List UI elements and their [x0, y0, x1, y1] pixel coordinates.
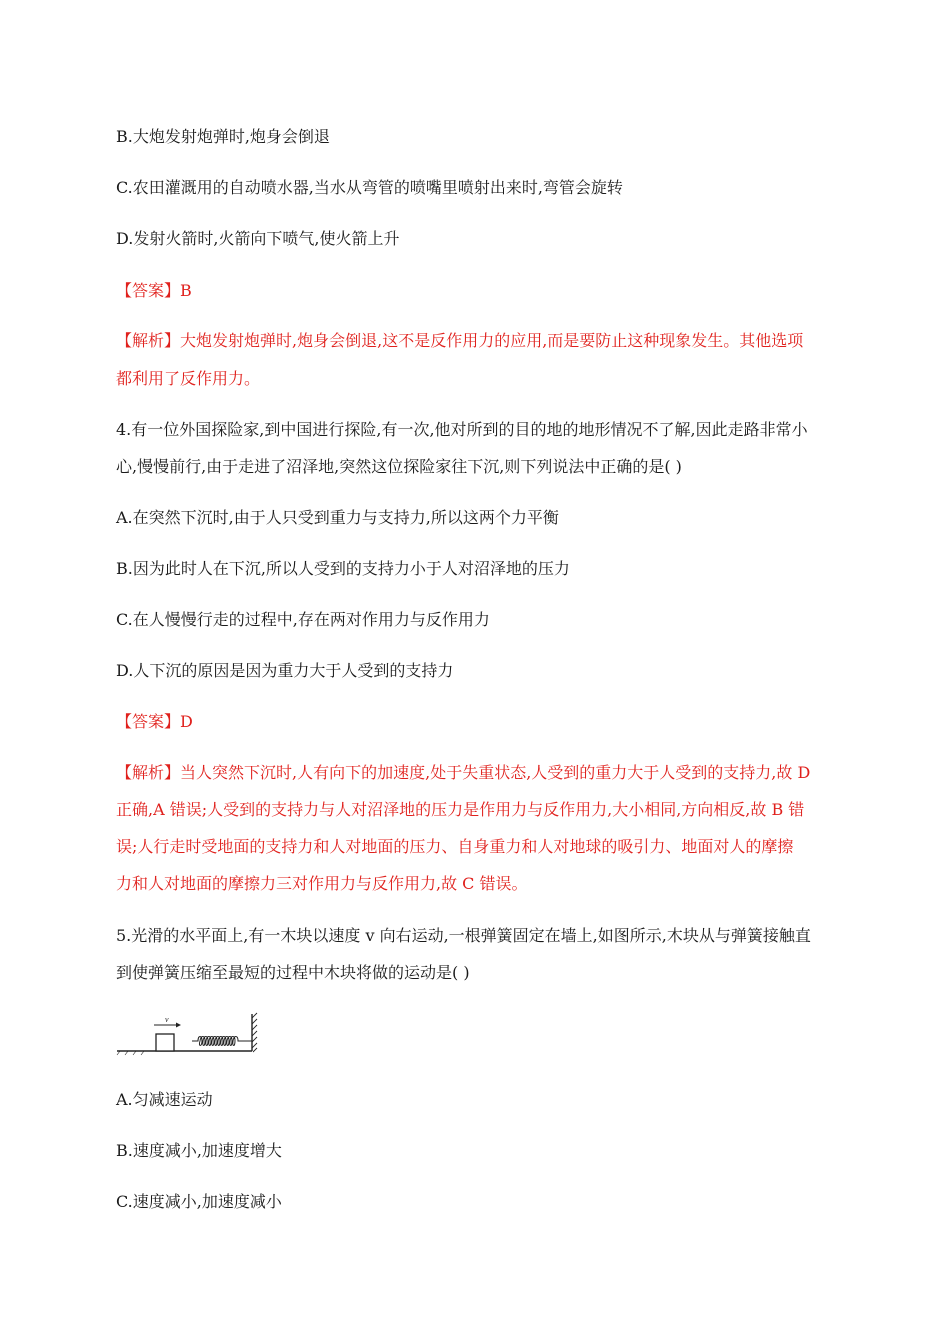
q4-stem-line-1: 4.有一位外国探险家,到中国进行探险,有一次,他对所到的目的地的地形情况不了解,因此走路非常小	[116, 420, 808, 439]
velocity-arrowhead	[176, 1023, 181, 1028]
q4-option-c: C.在人慢慢行走的过程中,存在两对作用力与反作用力	[116, 610, 490, 629]
answer-label: 【答案】	[116, 712, 181, 731]
q4-option-b: B.因为此时人在下沉,所以人受到的支持力小于人对沼泽地的压力	[116, 559, 570, 578]
analysis-text: 大炮发射炮弹时,炮身会倒退,这不是反作用力的应用,而是要防止这种现象发生。其他选项	[180, 331, 804, 350]
wall-hatching	[252, 1013, 257, 1052]
q3-option-d: D.发射火箭时,火箭向下喷气,使火箭上升	[116, 229, 400, 248]
q4-analysis-line-2: 正确,A 错误;人受到的支持力与人对沼泽地的压力是作用力与反作用力,大小相同,方向相反,故 B 错	[116, 800, 805, 819]
velocity-label: v	[165, 1015, 169, 1024]
q4-analysis-line-3: 误;人行走时受地面的支持力和人对地面的压力、自身重力和人对地球的吸引力、地面对人的摩擦	[116, 837, 794, 856]
q3-analysis-line-2: 都利用了反作用力。	[116, 369, 261, 388]
spring	[192, 1037, 252, 1046]
analysis-text: 当人突然下沉时,人有向下的加速度,处于失重状态,人受到的重力大于人受到的支持力,故 D	[180, 763, 811, 782]
analysis-label: 【解析】	[116, 331, 181, 350]
q5-option-a: A.匀减速运动	[116, 1090, 213, 1109]
analysis-label: 【解析】	[116, 763, 181, 782]
answer-label: 【答案】	[116, 281, 181, 300]
q5-stem-line-2: 到使弹簧压缩至最短的过程中木块将做的运动是( )	[116, 963, 470, 982]
q3-analysis-line-1	[116, 331, 803, 351]
q4-analysis-line-4: 力和人对地面的摩擦力三对作用力与反作用力,故 C 错误。	[116, 874, 528, 893]
block-spring-figure	[114, 1010, 264, 1060]
q5-stem-line-1: 5.光滑的水平面上,有一木块以速度 v 向右运动,一根弹簧固定在墙上,如图所示,木块从与弹簧接触直	[116, 926, 811, 945]
answer-value: B	[180, 281, 192, 300]
q4-answer	[116, 712, 193, 732]
answer-value: D	[180, 712, 193, 731]
q3-option-c: C.农田灌溉用的自动喷水器,当水从弯管的喷嘴里喷射出来时,弯管会旋转	[116, 178, 623, 197]
q4-analysis-line-1	[116, 763, 810, 783]
q5-option-b: B.速度减小,加速度增大	[116, 1141, 282, 1160]
q3-option-b: B.大炮发射炮弹时,炮身会倒退	[116, 127, 330, 146]
wood-block	[156, 1034, 174, 1051]
q4-stem-line-2: 心,慢慢前行,由于走进了沼泽地,突然这位探险家往下沉,则下列说法中正确的是( )	[116, 457, 682, 476]
q5-option-c: C.速度减小,加速度减小	[116, 1192, 282, 1211]
q3-answer	[116, 281, 192, 301]
q4-option-a: A.在突然下沉时,由于人只受到重力与支持力,所以这两个力平衡	[116, 508, 559, 527]
q4-option-d: D.人下沉的原因是因为重力大于人受到的支持力	[116, 661, 454, 680]
